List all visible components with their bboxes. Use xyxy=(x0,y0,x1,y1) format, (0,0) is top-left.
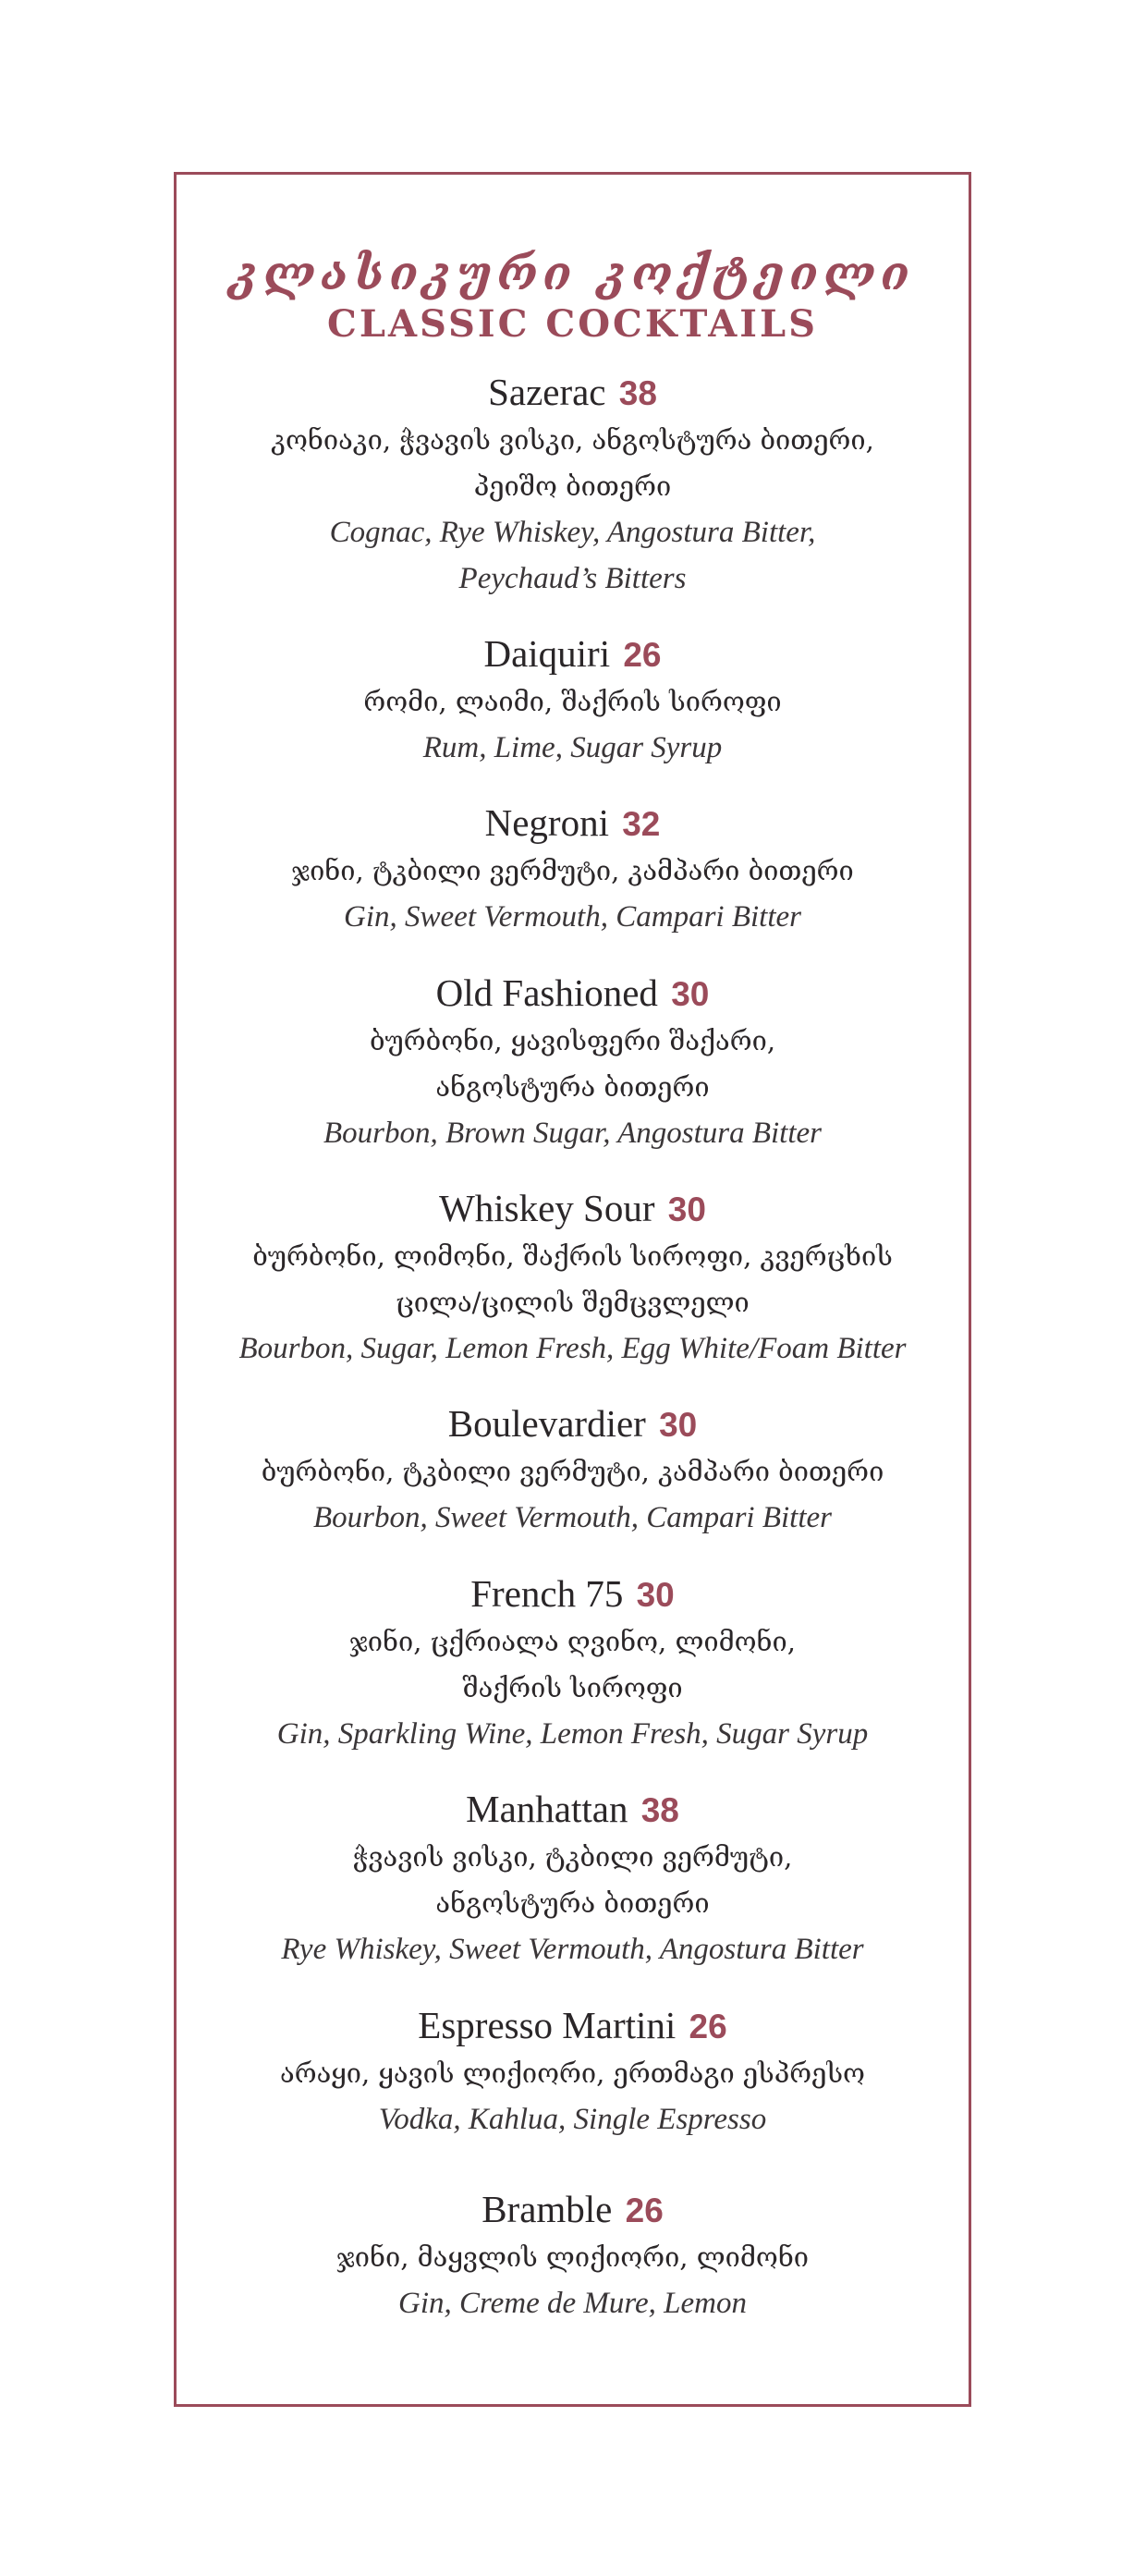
ingredients-georgian: ბურბონი, ყავისფერი შაქარი, xyxy=(369,1025,776,1056)
cocktail-price: 26 xyxy=(625,2191,664,2229)
cocktail-price: 30 xyxy=(667,1190,706,1228)
cocktail-name: French 75 xyxy=(470,1572,624,1615)
ingredients-english: Rum, Lime, Sugar Syrup xyxy=(422,731,723,764)
ingredients-georgian: ბურბონი, ტკბილი ვერმუტი, კამპარი ბითერი xyxy=(261,1456,884,1487)
ingredients-georgian: ჯინი, ცქრიალა ღვინო, ლიმონი, xyxy=(349,1626,796,1657)
cocktail-sazerac xyxy=(177,369,969,602)
ingredients-english: Peychaud’s Bitters xyxy=(458,562,687,595)
title-georgian: კლასიკური კოქტეილი xyxy=(230,246,915,300)
ingredients-english: Bourbon, Sugar, Lemon Fresh, Egg White/Foam Bitter xyxy=(238,1332,907,1365)
ingredients-georgian: რომი, ლაიმი, შაქრის სიროფი xyxy=(363,686,782,717)
cocktail-name: Sazerac xyxy=(488,371,606,413)
cocktail-price: 38 xyxy=(618,374,657,412)
cocktail-name: Old Fashioned xyxy=(435,971,658,1014)
ingredients-georgian: კონიაკი, ჭვავის ვისკი, ანგოსტურა ბითერი, xyxy=(271,424,874,456)
cocktail-old-fashioned xyxy=(177,970,969,1156)
menu-frame xyxy=(174,172,971,2407)
ingredients-georgian: არაყი, ყავის ლიქიორი, ერთმაგი ესპრესო xyxy=(280,2057,865,2089)
cocktail-negroni xyxy=(177,800,969,940)
ingredients-georgian: პეიშო ბითერი xyxy=(473,470,672,502)
cocktail-price: 38 xyxy=(640,1791,679,1829)
ingredients-english: Gin, Sweet Vermouth, Campari Bitter xyxy=(344,900,801,934)
ingredients-georgian: ანგოსტურა ბითერი xyxy=(435,1887,710,1919)
ingredients-georgian: ანგოსტურა ბითერი xyxy=(435,1071,710,1103)
cocktail-french-75 xyxy=(177,1570,969,1757)
ingredients-english: Vodka, Kahlua, Single Espresso xyxy=(378,2103,767,2136)
cocktail-name: Daiquiri xyxy=(483,632,611,675)
cocktail-price: 30 xyxy=(636,1576,675,1614)
ingredients-english: Bourbon, Sweet Vermouth, Campari Bitter xyxy=(313,1501,832,1534)
cocktail-name: Negroni xyxy=(484,801,609,844)
cocktail-espresso-martini xyxy=(177,2002,969,2143)
ingredients-georgian: ჭვავის ვისკი, ტკბილი ვერმუტი, xyxy=(352,1841,793,1873)
cocktail-name: Manhattan xyxy=(466,1788,628,1830)
ingredients-georgian: ჯინი, მაყვლის ლიქიორი, ლიმონი xyxy=(335,2241,810,2273)
cocktail-price: 32 xyxy=(622,805,661,843)
cocktail-price: 26 xyxy=(689,2008,727,2045)
cocktail-price: 30 xyxy=(659,1406,698,1444)
ingredients-english: Gin, Creme de Mure, Lemon xyxy=(398,2287,747,2320)
cocktail-price: 26 xyxy=(623,636,662,674)
title-english: CLASSIC COCKTAILS xyxy=(327,302,818,346)
ingredients-georgian: ბურბონი, ლიმონი, შაქრის სიროფი, კვერცხის xyxy=(252,1240,893,1272)
cocktail-name: Bramble xyxy=(482,2188,613,2230)
ingredients-english: Rye Whiskey, Sweet Vermouth, Angostura Bitter xyxy=(281,1933,864,1966)
cocktail-bramble xyxy=(177,2186,969,2326)
cocktail-boulevardier xyxy=(177,1400,969,1541)
cocktail-name: Boulevardier xyxy=(447,1402,646,1445)
cocktail-daiquiri xyxy=(177,630,969,771)
menu-header xyxy=(177,247,969,348)
ingredients-georgian: შაქრის სიროფი xyxy=(462,1672,683,1703)
cocktail-whiskey-sour xyxy=(177,1185,969,1372)
ingredients-english: Bourbon, Brown Sugar, Angostura Bitter xyxy=(323,1117,823,1150)
ingredients-georgian: ჯინი, ტკბილი ვერმუტი, კამპარი ბითერი xyxy=(291,855,854,886)
cocktail-price: 30 xyxy=(671,975,710,1013)
cocktail-name: Espresso Martini xyxy=(418,2004,677,2046)
ingredients-georgian: ცილა/ცილის შემცვლელი xyxy=(396,1287,750,1318)
cocktail-name: Whiskey Sour xyxy=(439,1187,655,1229)
cocktail-manhattan xyxy=(177,1786,969,1972)
ingredients-english: Gin, Sparkling Wine, Lemon Fresh, Sugar Syrup xyxy=(276,1717,869,1751)
ingredients-english: Cognac, Rye Whiskey, Angostura Bitter, xyxy=(329,516,816,549)
